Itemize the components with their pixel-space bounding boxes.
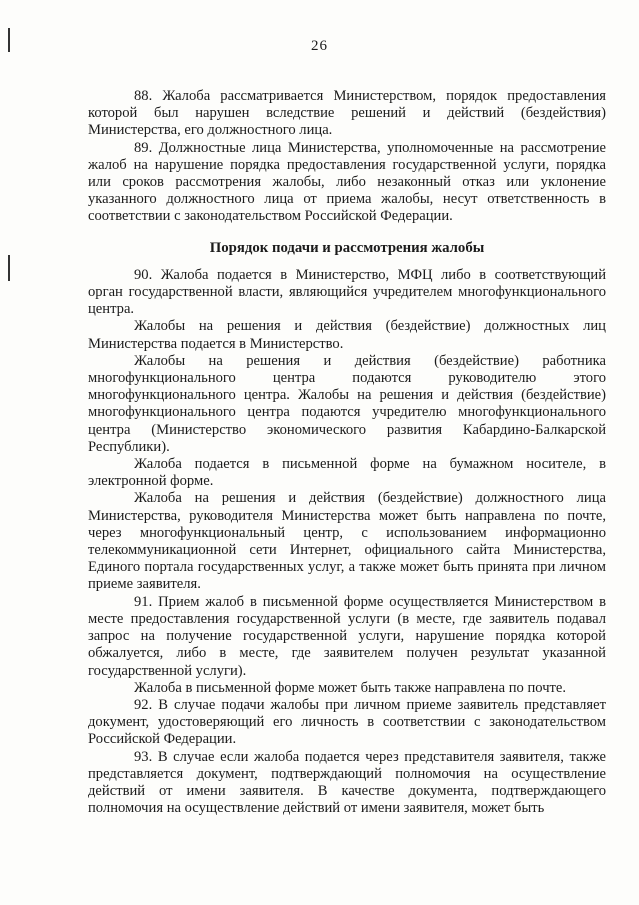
paragraph-form: Жалоба подается в письменной форме на бумажном носителе, в электронной форме. (88, 456, 606, 490)
page-number: 26 (311, 38, 328, 54)
document-body (88, 88, 606, 817)
paragraph-88: 88. Жалоба рассматривается Министерством, порядок предоставления которой был нарушен вследствие решений и действий (бездействия) Министерства, его должностного лица. (88, 88, 606, 139)
paragraph-ministry-officials: Жалобы на решения и действия (бездействие) должностных лиц Министерства подается в Министерство. (88, 318, 606, 352)
section-heading: Порядок подачи и рассмотрения жалобы (209, 239, 485, 256)
paragraph-delivery: Жалоба на решения и действия (бездействие) должностного лица Министерства, руководителя Министерства может быть направлена по почте, через многофункциональный центр, с использованием информационно телекоммуникационной сети Интернет, официального сайта Министерства, Единого портала государственных услуг, а также может быть принята при личном приеме заявителя. (88, 490, 606, 593)
paragraph-mfc-worker: Жалобы на решения и действия (бездействие) работника многофункционального центра подаются руководителю этого многофункционального центра. Жалобы на решения и действия (бездействие) многофункционального центра подаются учредителю многофункционального центра (Министерство экономического развития Кабардино-Балкарской Республики). (88, 352, 606, 455)
paragraph-92: 92. В случае подачи жалобы при личном приеме заявитель представляет документ, удостоверяющий его личность в соответствии с законодательством Российской Федерации. (88, 696, 606, 748)
paragraph-89: 89. Должностные лица Министерства, уполномоченные на рассмотрение жалоб на нарушение порядка предоставления государственной услуги, порядка или сроков рассмотрения жалобы, либо незаконный отказ или уклонение указанного должностного лица от приема жалобы, несут ответственность в соответствии с законодательством Российской Федерации. (88, 139, 606, 225)
paragraph-90: 90. Жалоба подается в Министерство, МФЦ либо в соответствующий орган государственной власти, являющийся учредителем многофункционального центра. (88, 266, 606, 318)
paragraph-93: 93. В случае если жалоба подается через представителя заявителя, также представляется документ, подтверждающий полномочия на осуществление действий от имени заявителя. В качестве документа, подтверждающего полномочия на осуществление действий от имени заявителя, может быть (88, 748, 606, 817)
paragraph-by-mail: Жалоба в письменной форме может быть также направлена по почте. (134, 679, 567, 696)
scan-edge-mark (8, 255, 10, 281)
paragraph-91: 91. Прием жалоб в письменной форме осуществляется Министерством в месте предоставления государственной услуги (в месте, где заявитель подавал запрос на получение государственной услуги, нарушение порядка которой обжалуется, либо в месте, где заявителем получен результат указанной государственной услуги). (88, 593, 606, 679)
